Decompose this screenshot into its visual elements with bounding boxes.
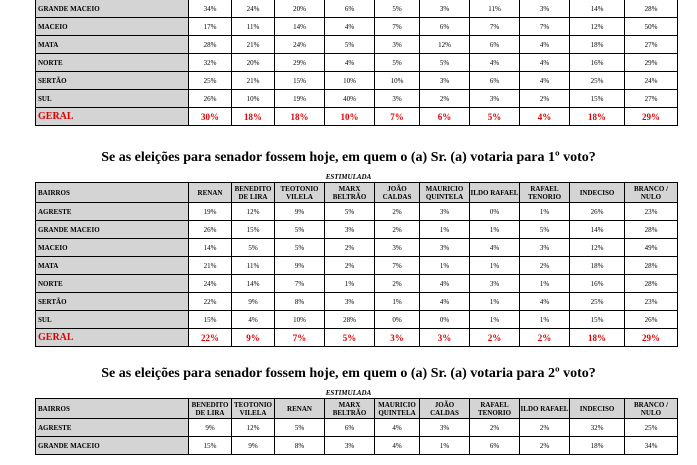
table-cell: 7% [520,18,570,36]
table-cell: 2% [420,90,470,108]
column-header: BENEDITO DE LIRA [232,183,275,203]
table-cell: 26% [570,203,625,221]
column-header: INDECISO [570,399,625,419]
row-label: AGRESTE [36,419,189,437]
table-cell: 15% [232,221,275,239]
table-cell: 30% [189,108,232,126]
table-cell: 15% [189,437,232,455]
table-cell: 1% [375,293,420,311]
table-cell: 28% [625,0,678,18]
row-label: NORTE [36,275,189,293]
table-cell: 25% [570,293,625,311]
table-cell: 7% [375,257,420,275]
table-row [36,437,678,455]
table-cell: 25% [189,72,232,90]
table-cell: 11% [232,257,275,275]
table-cell: 2% [520,257,570,275]
table-cell: 0% [470,203,520,221]
table-cell: 3% [420,203,470,221]
table-cell: 4% [520,293,570,311]
column-header: TEOTONIO VILELA [232,399,275,419]
table-cell: 4% [325,18,375,36]
table-cell: 5% [275,239,325,257]
table-cell: 22% [189,329,232,347]
table-cell: 2% [470,419,520,437]
row-label: GRANDE MACEIO [36,0,189,18]
table-cell: 9% [232,329,275,347]
table-cell: 12% [232,203,275,221]
table-cell: 28% [625,275,678,293]
table-row [36,419,678,437]
table-cell: 14% [570,0,625,18]
table-cell: 3% [420,0,470,18]
section-title-second-vote: Se as eleições para senador fossem hoje, em quem o (a) Sr. (a) votaria para 2º voto? [101,366,596,381]
table-cell: 4% [325,54,375,72]
column-header: JOÃO CALDAS [420,399,470,419]
table-cell: 28% [189,36,232,54]
table-row [36,239,678,257]
table-cell: 29% [625,108,678,126]
table-row [36,257,678,275]
table-row [36,108,678,126]
table-cell: 4% [420,293,470,311]
column-header: RENAN [189,183,232,203]
table-cell: 16% [570,275,625,293]
table-cell: 4% [232,311,275,329]
table-cell: 4% [470,54,520,72]
table-cell: 23% [625,203,678,221]
row-label: MATA [36,36,189,54]
table-cell: 1% [420,257,470,275]
table-cell: 3% [375,239,420,257]
table-cell: 3% [420,329,470,347]
table-cell: 11% [232,18,275,36]
table-cell: 7% [375,108,420,126]
row-label: MACEIO [36,18,189,36]
table-cell: 14% [232,275,275,293]
column-header: RAFAEL TENORIO [520,183,570,203]
table-cell: 5% [325,36,375,54]
table-cell: 3% [470,90,520,108]
table-cell: 40% [325,90,375,108]
table-cell: 6% [470,36,520,54]
row-label: GERAL [36,108,189,126]
table-cell: 9% [275,203,325,221]
table-cell: 3% [375,90,420,108]
table-cell: 4% [520,54,570,72]
table-cell: 21% [232,36,275,54]
table-cell: 22% [189,293,232,311]
row-label: GERAL [36,329,189,347]
table-cell: 18% [570,329,625,347]
column-header: MAURICIO QUINTELA [420,183,470,203]
table-cell: 2% [325,257,375,275]
table-row [36,54,678,72]
table-cell: 27% [625,90,678,108]
table-row [36,275,678,293]
table-cell: 50% [625,18,678,36]
table-cell: 16% [570,54,625,72]
table-cell: 7% [375,18,420,36]
column-header: ILDO RAFAEL [520,399,570,419]
row-label: SERTÃO [36,293,189,311]
table-cell: 26% [625,311,678,329]
table-cell: 2% [470,329,520,347]
table-cell: 28% [625,221,678,239]
table-cell: 32% [570,419,625,437]
table-cell: 3% [520,0,570,18]
row-label: MACEIO [36,239,189,257]
table-cell: 3% [420,72,470,90]
table-cell: 3% [375,36,420,54]
table-cell: 8% [275,293,325,311]
table-cell: 5% [520,221,570,239]
table-row [36,329,678,347]
table-cell: 5% [375,0,420,18]
table-cell: 5% [375,54,420,72]
table-row [36,293,678,311]
table-cell: 18% [570,437,625,455]
table-cell: 15% [570,90,625,108]
table-cell: 3% [470,275,520,293]
column-header: RAFAEL TENORIO [470,399,520,419]
column-header: JOÃO CALDAS [375,183,420,203]
column-header: BAIRROS [36,399,189,419]
table-cell: 18% [275,108,325,126]
table-cell: 5% [420,54,470,72]
table-cell: 29% [625,329,678,347]
table-cell: 1% [520,311,570,329]
table-row [36,0,678,18]
table-cell: 1% [520,275,570,293]
table-cell: 18% [570,108,625,126]
table-cell: 26% [189,90,232,108]
table-cell: 3% [325,437,375,455]
table-cell: 28% [625,257,678,275]
table-cell: 10% [375,72,420,90]
row-label: SERTÃO [36,72,189,90]
table-cell: 2% [520,329,570,347]
table-cell: 12% [570,18,625,36]
table-cell: 19% [189,203,232,221]
results-table-second-vote [35,398,678,455]
table-cell: 8% [275,437,325,455]
table-cell: 20% [275,0,325,18]
table-cell: 5% [275,221,325,239]
table-cell: 3% [420,419,470,437]
column-header: TEOTONIO VILELA [275,183,325,203]
table-cell: 17% [189,18,232,36]
column-header: BRANCO / NULO [625,399,678,419]
table-cell: 7% [275,275,325,293]
table-cell: 24% [189,275,232,293]
table-cell: 25% [625,419,678,437]
table-cell: 29% [275,54,325,72]
table-cell: 15% [189,311,232,329]
table-cell: 29% [625,54,678,72]
row-label: AGRESTE [36,203,189,221]
table-cell: 19% [275,90,325,108]
results-table-top [35,0,678,126]
table-cell: 18% [570,36,625,54]
table-cell: 9% [232,437,275,455]
table-cell: 4% [520,36,570,54]
table-cell: 4% [470,239,520,257]
section-title-first-vote: Se as eleições para senador fossem hoje, em quem o (a) Sr. (a) votaria para 1º voto? [101,150,596,165]
table-cell: 24% [275,36,325,54]
table-cell: 21% [232,72,275,90]
table-cell: 2% [325,239,375,257]
table-cell: 9% [189,419,232,437]
table-row [36,72,678,90]
table-cell: 4% [420,275,470,293]
table-cell: 2% [520,90,570,108]
table-cell: 2% [520,437,570,455]
table-cell: 12% [570,239,625,257]
table-cell: 7% [275,329,325,347]
table-cell: 18% [570,257,625,275]
table-cell: 11% [470,0,520,18]
table-cell: 14% [570,221,625,239]
table-cell: 21% [189,257,232,275]
table-cell: 3% [325,221,375,239]
row-label: MATA [36,257,189,275]
table-cell: 9% [275,257,325,275]
table-cell: 10% [232,90,275,108]
table-cell: 4% [375,419,420,437]
table-cell: 12% [232,419,275,437]
table-cell: 3% [520,239,570,257]
column-header: BENEDITO DE LIRA [189,399,232,419]
table-cell: 3% [325,293,375,311]
column-header: INDECISO [570,183,625,203]
table-cell: 14% [189,239,232,257]
table-cell: 1% [470,257,520,275]
table-cell: 14% [275,18,325,36]
table-cell: 0% [375,311,420,329]
table-cell: 3% [420,239,470,257]
table-cell: 6% [325,0,375,18]
table-cell: 5% [275,419,325,437]
table-cell: 6% [420,18,470,36]
column-header: BAIRROS [36,183,189,203]
table-cell: 18% [232,108,275,126]
row-label: GRANDE MACEIO [36,437,189,455]
table-cell: 1% [470,221,520,239]
table-cell: 32% [189,54,232,72]
table-cell: 4% [520,72,570,90]
table-cell: 49% [625,239,678,257]
table-cell: 3% [375,329,420,347]
column-header: MARX BELTRÃO [325,399,375,419]
column-header: ILDO RAFAEL [470,183,520,203]
column-header: BRANCO / NULO [625,183,678,203]
table-cell: 28% [325,311,375,329]
table-cell: 24% [625,72,678,90]
table-cell: 27% [625,36,678,54]
table-cell: 2% [375,203,420,221]
table-cell: 4% [520,108,570,126]
table-cell: 24% [232,0,275,18]
table-cell: 20% [232,54,275,72]
row-label: NORTE [36,54,189,72]
row-label: SUL [36,311,189,329]
table-row [36,36,678,54]
column-header: MARX BELTRÃO [325,183,375,203]
table-cell: 1% [420,221,470,239]
results-table-first-vote [35,182,678,347]
table-cell: 6% [470,72,520,90]
table-cell: 2% [520,419,570,437]
table-cell: 10% [275,311,325,329]
table-cell: 1% [420,437,470,455]
row-label: GRANDE MACEIO [36,221,189,239]
table-cell: 6% [325,419,375,437]
table-cell: 34% [189,0,232,18]
table-cell: 12% [420,36,470,54]
column-header: MAURICIO QUINTELA [375,399,420,419]
table-row [36,18,678,36]
table-cell: 34% [625,437,678,455]
table-cell: 23% [625,293,678,311]
table-cell: 2% [375,221,420,239]
table-cell: 2% [375,275,420,293]
table-cell: 1% [470,311,520,329]
column-header: RENAN [275,399,325,419]
table-cell: 9% [232,293,275,311]
table-cell: 7% [470,18,520,36]
table-cell: 0% [420,311,470,329]
table-cell: 1% [470,293,520,311]
row-label: SUL [36,90,189,108]
table-cell: 25% [570,72,625,90]
section-subtitle-second-vote: ESTIMULADA [325,389,372,397]
table-cell: 15% [570,311,625,329]
table-cell: 1% [520,203,570,221]
table-cell: 10% [325,72,375,90]
table-cell: 6% [420,108,470,126]
table-cell: 5% [232,239,275,257]
table-row [36,90,678,108]
table-cell: 1% [325,275,375,293]
table-cell: 4% [375,437,420,455]
table-cell: 6% [470,437,520,455]
section-subtitle-first-vote: ESTIMULADA [325,173,372,181]
table-cell: 5% [325,203,375,221]
table-cell: 26% [189,221,232,239]
table-cell: 5% [470,108,520,126]
table-cell: 15% [275,72,325,90]
table-row [36,221,678,239]
table-row [36,203,678,221]
table-cell: 10% [325,108,375,126]
table-row [36,311,678,329]
table-cell: 5% [325,329,375,347]
